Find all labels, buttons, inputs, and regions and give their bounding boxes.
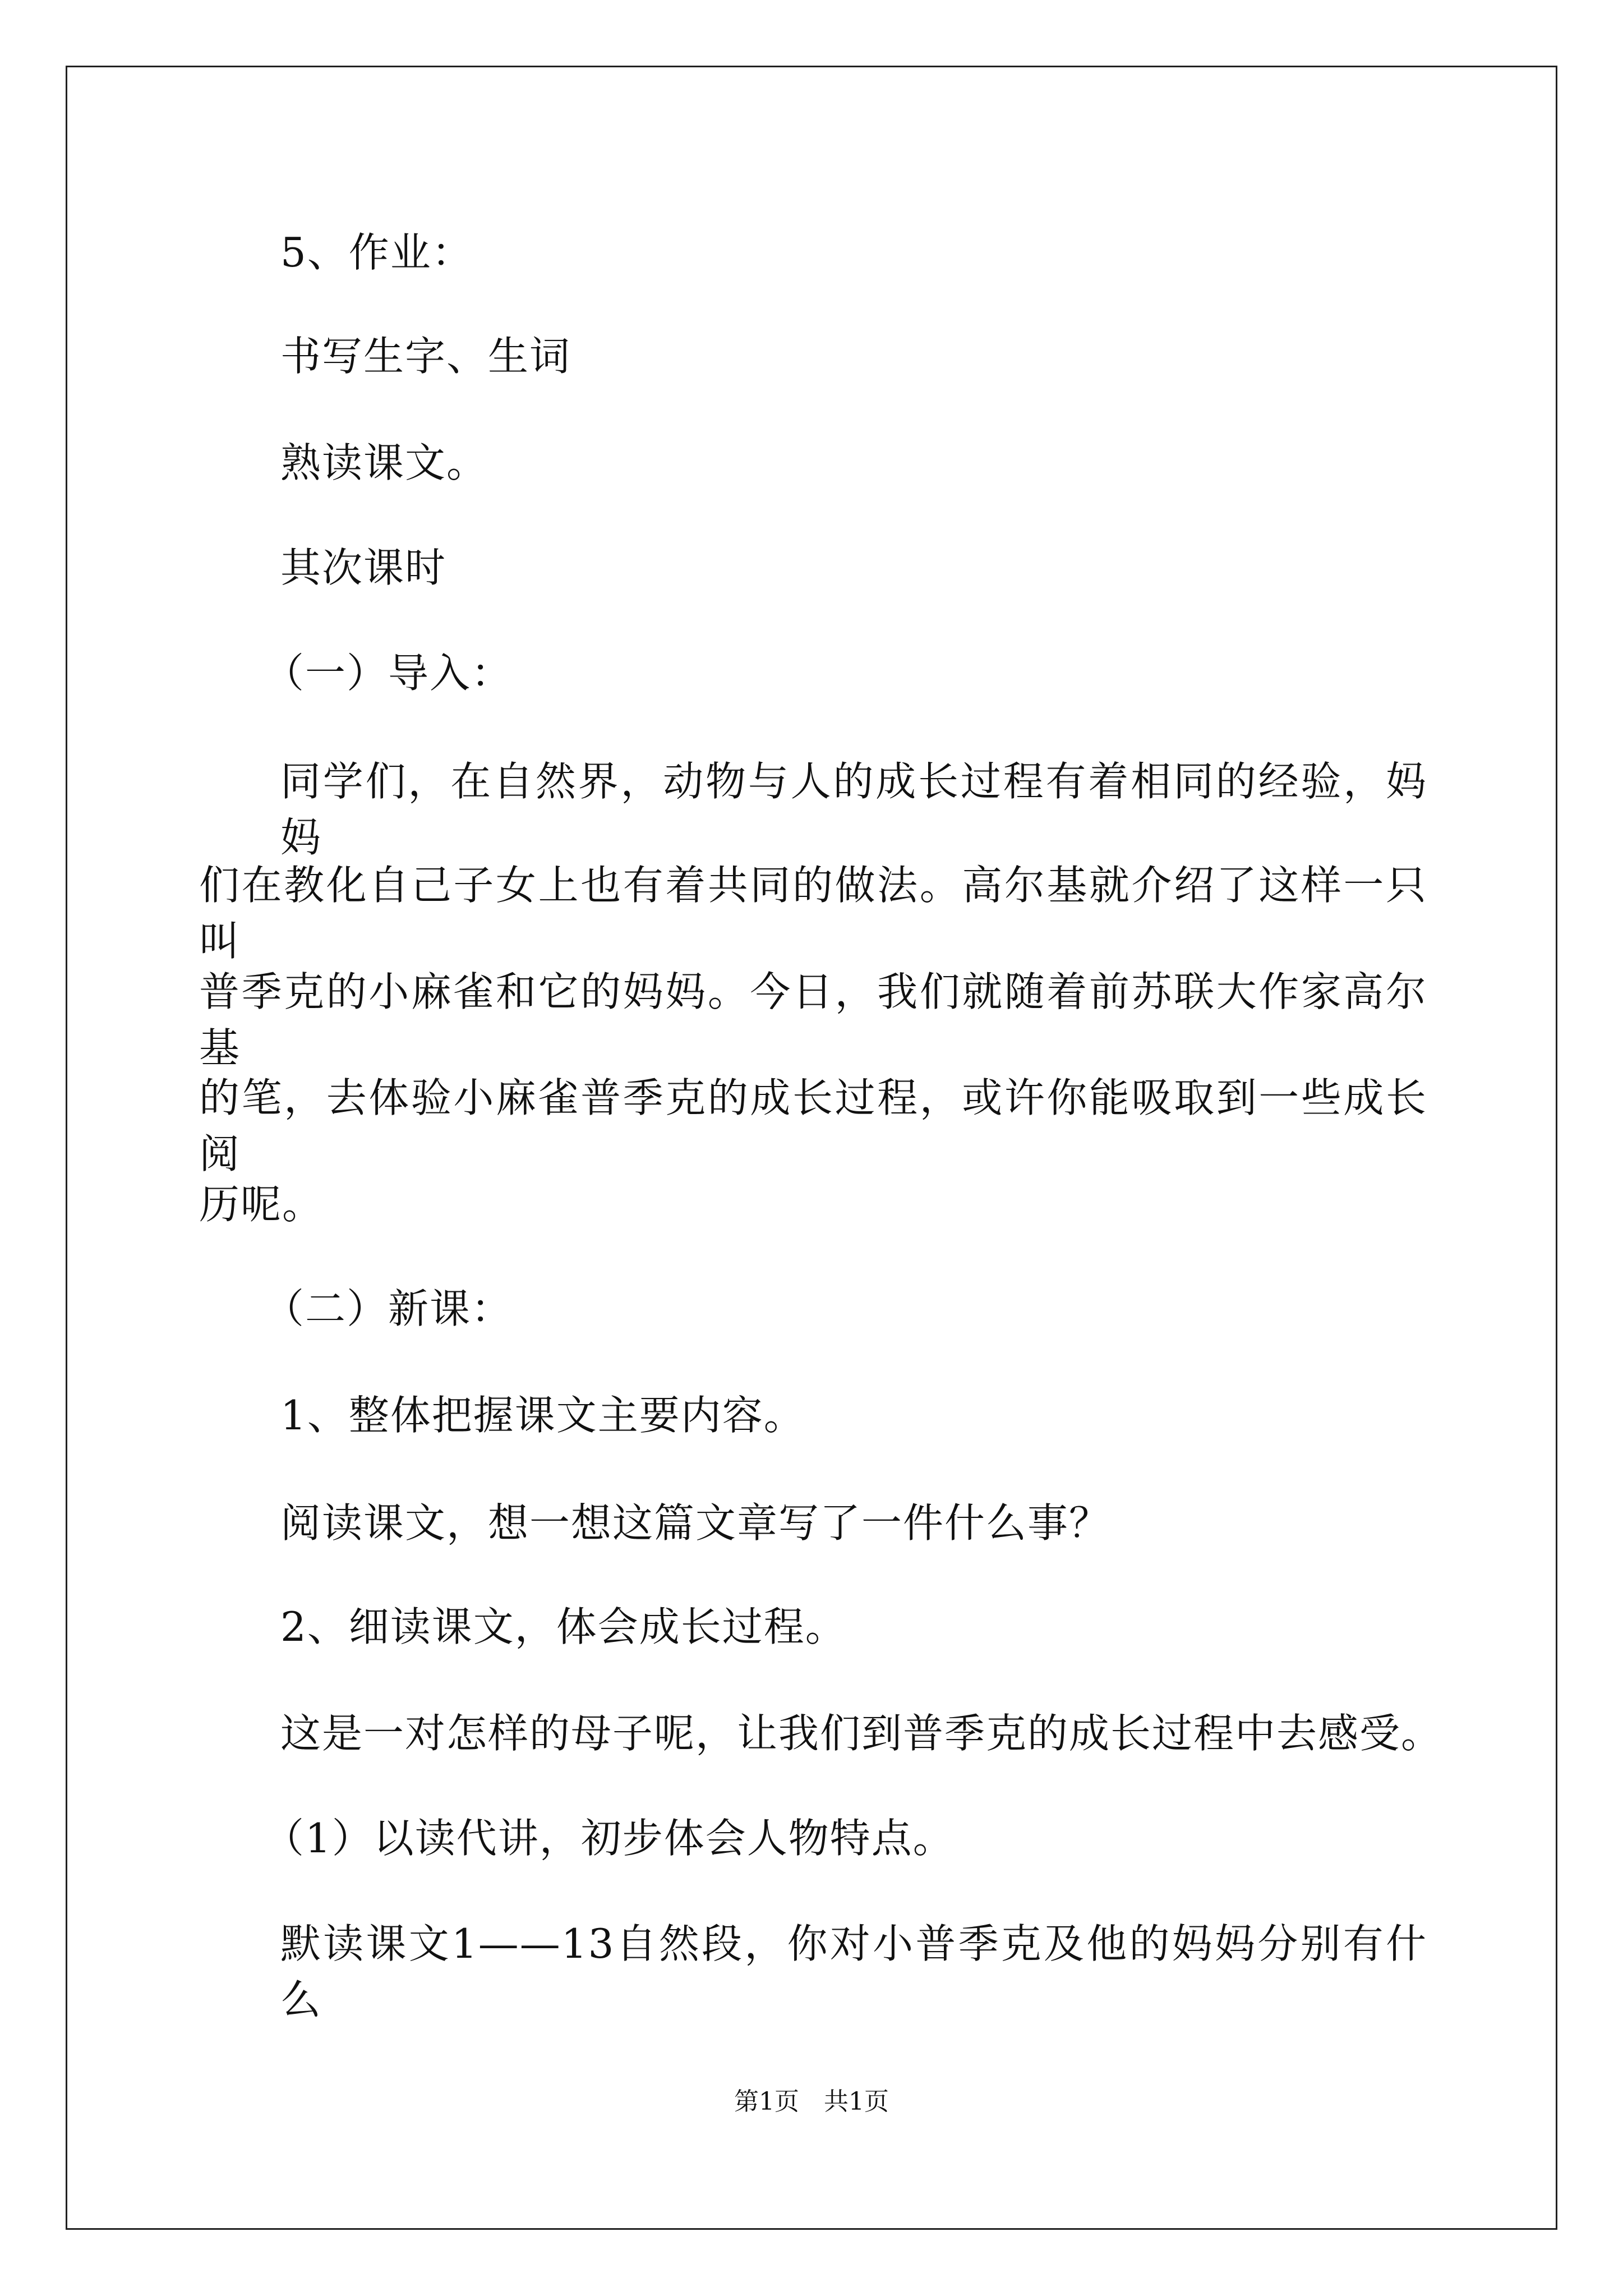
homework-item-1: 书写生字、生词 xyxy=(280,333,571,380)
homework-item-2: 熟读课文。 xyxy=(280,439,488,486)
heading-homework: 5、作业： xyxy=(280,229,473,276)
paragraph-line-3: 普季克的小麻雀和它的妈妈。今日，我们就随着前苏联大作家高尔基 xyxy=(199,968,1427,1071)
step-1: 1、整体把握课文主要内容。 xyxy=(280,1392,805,1439)
paragraph-line-5: 历呢。 xyxy=(199,1181,324,1228)
step-2-sub-1-text: 默读课文1——13自然段，你对小普季克及他的妈妈分别有什么 xyxy=(280,1920,1427,2023)
subheading-intro: （一）导入： xyxy=(264,650,513,697)
step-2-sub-1: （1）以读代讲，初步体会人物特点。 xyxy=(264,1815,955,1862)
section-second-lesson: 其次课时 xyxy=(280,544,447,591)
paragraph-line-1: 同学们，在自然界，动物与人的成长过程有着相同的经验，妈妈 xyxy=(280,758,1427,861)
step-2-text: 这是一对怎样的母子呢，让我们到普季克的成长过程中去感受。 xyxy=(280,1710,1443,1757)
paragraph-line-4: 的笔，去体验小麻雀普季克的成长过程，或许你能吸取到一些成长阅 xyxy=(199,1074,1427,1177)
paragraph-line-2: 们在教化自己子女上也有着共同的做法。高尔基就介绍了这样一只叫 xyxy=(199,862,1427,965)
step-1-question: 阅读课文，想一想这篇文章写了一件什么事？ xyxy=(280,1499,1111,1547)
step-2: 2、细读课文，体会成长过程。 xyxy=(280,1603,847,1650)
subheading-new-lesson: （二）新课： xyxy=(264,1285,513,1332)
page-number: 第1页 共1页 xyxy=(734,2087,889,2116)
